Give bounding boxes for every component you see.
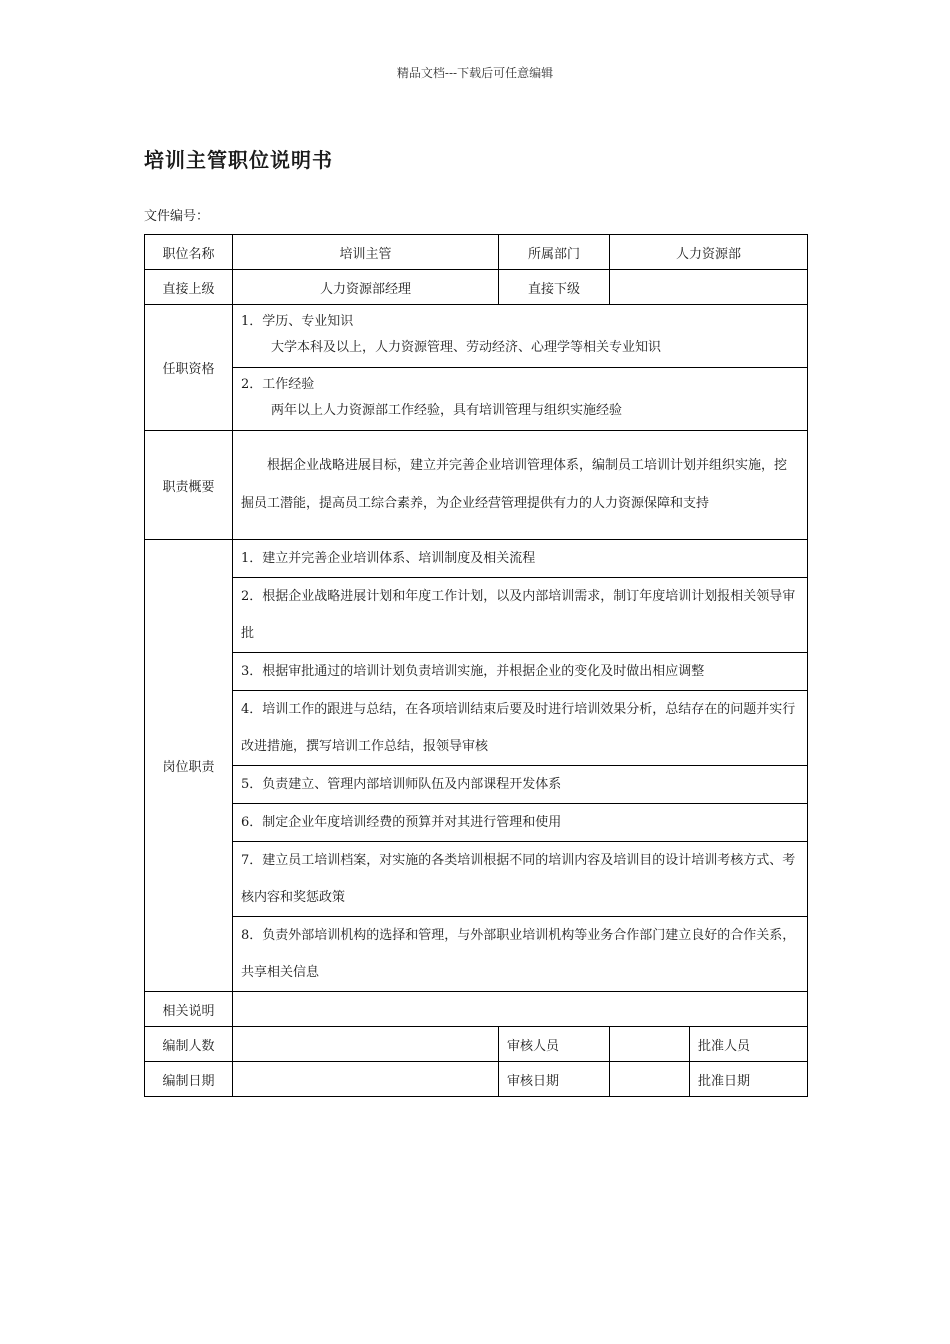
table-row: [145, 235, 808, 270]
reviewer-label: 审核人员: [499, 1027, 610, 1062]
table-row: [145, 1062, 808, 1097]
page-header: 精品文档---下载后可任意编辑: [396, 66, 554, 80]
table-row: [145, 578, 808, 653]
duty-item: 1．建立并完善企业培训体系、培训制度及相关流程: [233, 540, 808, 578]
table-row: [145, 917, 808, 992]
superior-label: 直接上级: [145, 270, 233, 305]
duty-item: 5．负责建立、管理内部培训师队伍及内部课程开发体系: [233, 766, 808, 804]
job-description-table: [144, 234, 808, 1097]
subordinate-label: 直接下级: [499, 270, 610, 305]
table-row: [145, 842, 808, 917]
department-label: 所属部门: [499, 235, 610, 270]
duty-item: 8．负责外部培训机构的选择和管理，与外部职业培训机构等业务合作部门建立良好的合作关系，共享相关信息: [233, 917, 808, 992]
table-row: [145, 766, 808, 804]
file-number-label: 文件编号：: [144, 209, 210, 224]
table-row: [145, 1027, 808, 1062]
table-row: [145, 368, 808, 431]
qualification-body: 大学本科及以上，人力资源管理、劳动经济、心理学等相关专业知识: [271, 340, 662, 355]
table-row: [145, 540, 808, 578]
table-row: [145, 270, 808, 305]
duty-item: 3．根据审批通过的培训计划负责培训实施，并根据企业的变化及时做出相应调整: [233, 653, 808, 691]
prepared-date-value: [233, 1062, 499, 1097]
duty-item: 2．根据企业战略进展计划和年度工作计划，以及内部培训需求，制订年度培训计划报相关领导审批: [233, 578, 808, 653]
subordinate-value: [610, 270, 808, 305]
position-value: 培训主管: [233, 235, 499, 270]
table-row: [145, 691, 808, 766]
review-date-label: 审核日期: [499, 1062, 610, 1097]
duty-item: 4．培训工作的跟进与总结，在各项培训结束后要及时进行培训效果分析，总结存在的问题并实行改进措施，撰写培训工作总结，报领导审核: [233, 691, 808, 766]
duties-label: 岗位职责: [145, 540, 233, 992]
qualification-heading: 2．工作经验: [241, 377, 315, 392]
duty-item: 6．制定企业年度培训经费的预算并对其进行管理和使用: [233, 804, 808, 842]
review-date-value: [610, 1062, 690, 1097]
position-label: 职位名称: [145, 235, 233, 270]
notes-label: 相关说明: [145, 992, 233, 1027]
table-row: [145, 804, 808, 842]
table-row: [145, 305, 808, 368]
summary-text: 根据企业战略进展目标，建立并完善企业培训管理体系，编制员工培训计划并组织实施，挖掘员工潜能，提高员工综合素养，为企业经营管理提供有力的人力资源保障和支持: [233, 431, 808, 540]
document-title: 培训主管职位说明书: [144, 148, 333, 172]
approve-date-label: 批准日期: [690, 1062, 808, 1097]
prepared-by-value: [233, 1027, 499, 1062]
qualification-body: 两年以上人力资源部工作经验，具有培训管理与组织实施经验: [271, 403, 623, 418]
superior-value: 人力资源部经理: [233, 270, 499, 305]
prepared-by-label: 编制人数: [145, 1027, 233, 1062]
table-row: [145, 431, 808, 540]
duty-item: 7．建立员工培训档案，对实施的各类培训根据不同的培训内容及培训目的设计培训考核方式、考核内容和奖惩政策: [233, 842, 808, 917]
department-value: 人力资源部: [610, 235, 808, 270]
prepared-date-label: 编制日期: [145, 1062, 233, 1097]
table-row: [145, 992, 808, 1027]
approver-label: 批准人员: [690, 1027, 808, 1062]
notes-value: [233, 992, 808, 1027]
qualifications-label: 任职资格: [145, 305, 233, 431]
qualification-item: [233, 368, 808, 431]
qualification-item: [233, 305, 808, 368]
table-row: [145, 653, 808, 691]
reviewer-value: [610, 1027, 690, 1062]
qualification-heading: 1．学历、专业知识: [241, 314, 354, 329]
summary-label: 职责概要: [145, 431, 233, 540]
